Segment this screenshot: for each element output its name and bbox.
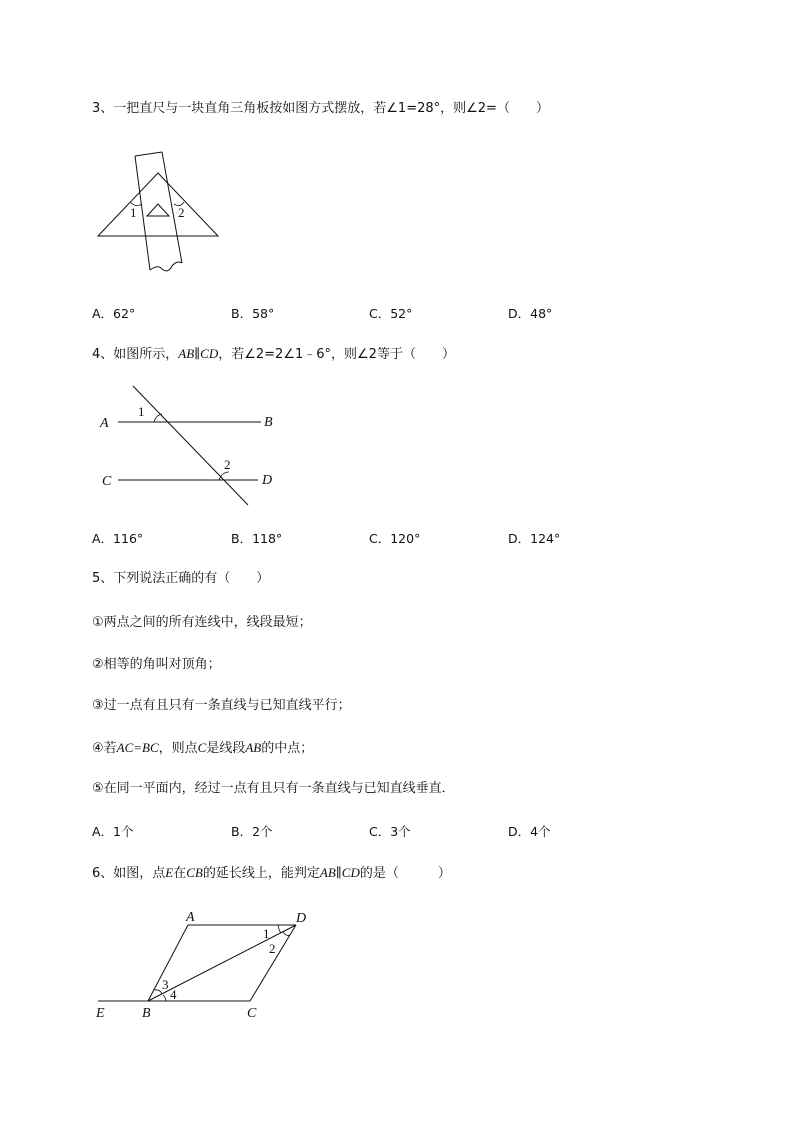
q5-statement-1: ①两点之间的所有连线中，线段最短； bbox=[92, 615, 312, 630]
ruler-top-edge bbox=[135, 152, 162, 156]
label-a: A bbox=[186, 910, 195, 925]
q5-statement-5: ⑤在同一平面内，经过一点有且只有一条直线与已知直线垂直． bbox=[92, 781, 455, 796]
q3-option-d[interactable]: D．48° bbox=[508, 306, 553, 321]
s4-post: 的中点； bbox=[261, 741, 314, 756]
angle2-label: 2 bbox=[269, 941, 276, 956]
s4-math-2: C bbox=[197, 740, 207, 755]
ruler-left-edge bbox=[135, 156, 150, 270]
q6-stem-pre: 6、如图，点 bbox=[92, 866, 166, 881]
q4-stem-math: AB∥CD bbox=[178, 346, 219, 361]
ruler-torn-edge bbox=[150, 262, 182, 271]
label-e: E bbox=[96, 1006, 105, 1021]
s4-mid2: 是线段 bbox=[206, 741, 246, 756]
s4-math-3: AB bbox=[245, 740, 262, 755]
q5-option-c[interactable]: C．3个 bbox=[369, 824, 411, 839]
q4-option-c[interactable]: C．120° bbox=[369, 531, 421, 546]
label-b: B bbox=[142, 1006, 151, 1021]
angle2-arc bbox=[283, 932, 290, 936]
q6-mid2: 的延长线上，能判定 bbox=[202, 866, 320, 881]
angle4-arc bbox=[163, 995, 166, 1001]
q5-statement-4 bbox=[92, 740, 313, 757]
label-c: C bbox=[247, 1006, 257, 1021]
q3-option-a[interactable]: A．62° bbox=[92, 306, 136, 321]
s4-pre: ④若 bbox=[92, 741, 117, 756]
q5-option-d[interactable]: D．4个 bbox=[508, 824, 551, 839]
q3-stem: 3、一把直尺与一块直角三角板按如图方式摆放，若∠1=28°，则∠2=（ ） bbox=[92, 101, 549, 116]
angle1-label: 1 bbox=[263, 926, 270, 941]
q4-figure bbox=[96, 382, 286, 510]
q3-option-b[interactable]: B．58° bbox=[231, 306, 275, 321]
q3-figure bbox=[92, 150, 227, 275]
angle2-label: 2 bbox=[224, 457, 231, 472]
q3-option-c[interactable]: C．52° bbox=[369, 306, 413, 321]
inner-triangle bbox=[147, 204, 169, 216]
angle1-label: 1 bbox=[130, 205, 137, 220]
label-a: A bbox=[100, 416, 109, 431]
q6-mid1: 在 bbox=[173, 866, 187, 881]
q5-statement-2: ②相等的角叫对顶角； bbox=[92, 657, 221, 672]
label-c: C bbox=[102, 474, 112, 489]
q6-math-2: CB bbox=[186, 865, 203, 880]
q5-option-a[interactable]: A．1个 bbox=[92, 824, 134, 839]
angle2-label: 2 bbox=[178, 205, 185, 220]
angle1-arc bbox=[278, 925, 281, 933]
angle3-arc bbox=[154, 990, 162, 994]
label-b: B bbox=[264, 415, 273, 430]
angle1-label: 1 bbox=[138, 404, 145, 419]
q4-option-b[interactable]: B．118° bbox=[231, 531, 283, 546]
label-d: D bbox=[262, 473, 273, 488]
transversal bbox=[133, 386, 248, 505]
q6-math-1: E bbox=[165, 865, 174, 880]
label-d: D bbox=[296, 911, 307, 926]
q4-option-a[interactable]: A．116° bbox=[92, 531, 144, 546]
q6-stem-post: 的是（ ） bbox=[359, 866, 451, 881]
q4-stem-pre: 4、如图所示， bbox=[92, 347, 179, 362]
s4-mid: ，则点 bbox=[158, 741, 198, 756]
q5-option-b[interactable]: B．2个 bbox=[231, 824, 273, 839]
q4-stem bbox=[92, 346, 455, 363]
q5-statement-3: ③过一点有且只有一条直线与已知直线平行； bbox=[92, 698, 351, 713]
angle3-label: 3 bbox=[162, 977, 169, 992]
q5-stem: 5、下列说法正确的有（ ） bbox=[92, 571, 270, 586]
q6-stem bbox=[92, 865, 451, 882]
q4-stem-post: ，若∠2=2∠1﹣6°，则∠2等于（ ） bbox=[218, 347, 455, 362]
q6-figure bbox=[90, 905, 330, 1023]
angle4-label: 4 bbox=[170, 987, 177, 1002]
s4-math-1: AC=BC bbox=[116, 740, 159, 755]
q4-option-d[interactable]: D．124° bbox=[508, 531, 561, 546]
q6-math-3: AB∥CD bbox=[319, 865, 360, 880]
